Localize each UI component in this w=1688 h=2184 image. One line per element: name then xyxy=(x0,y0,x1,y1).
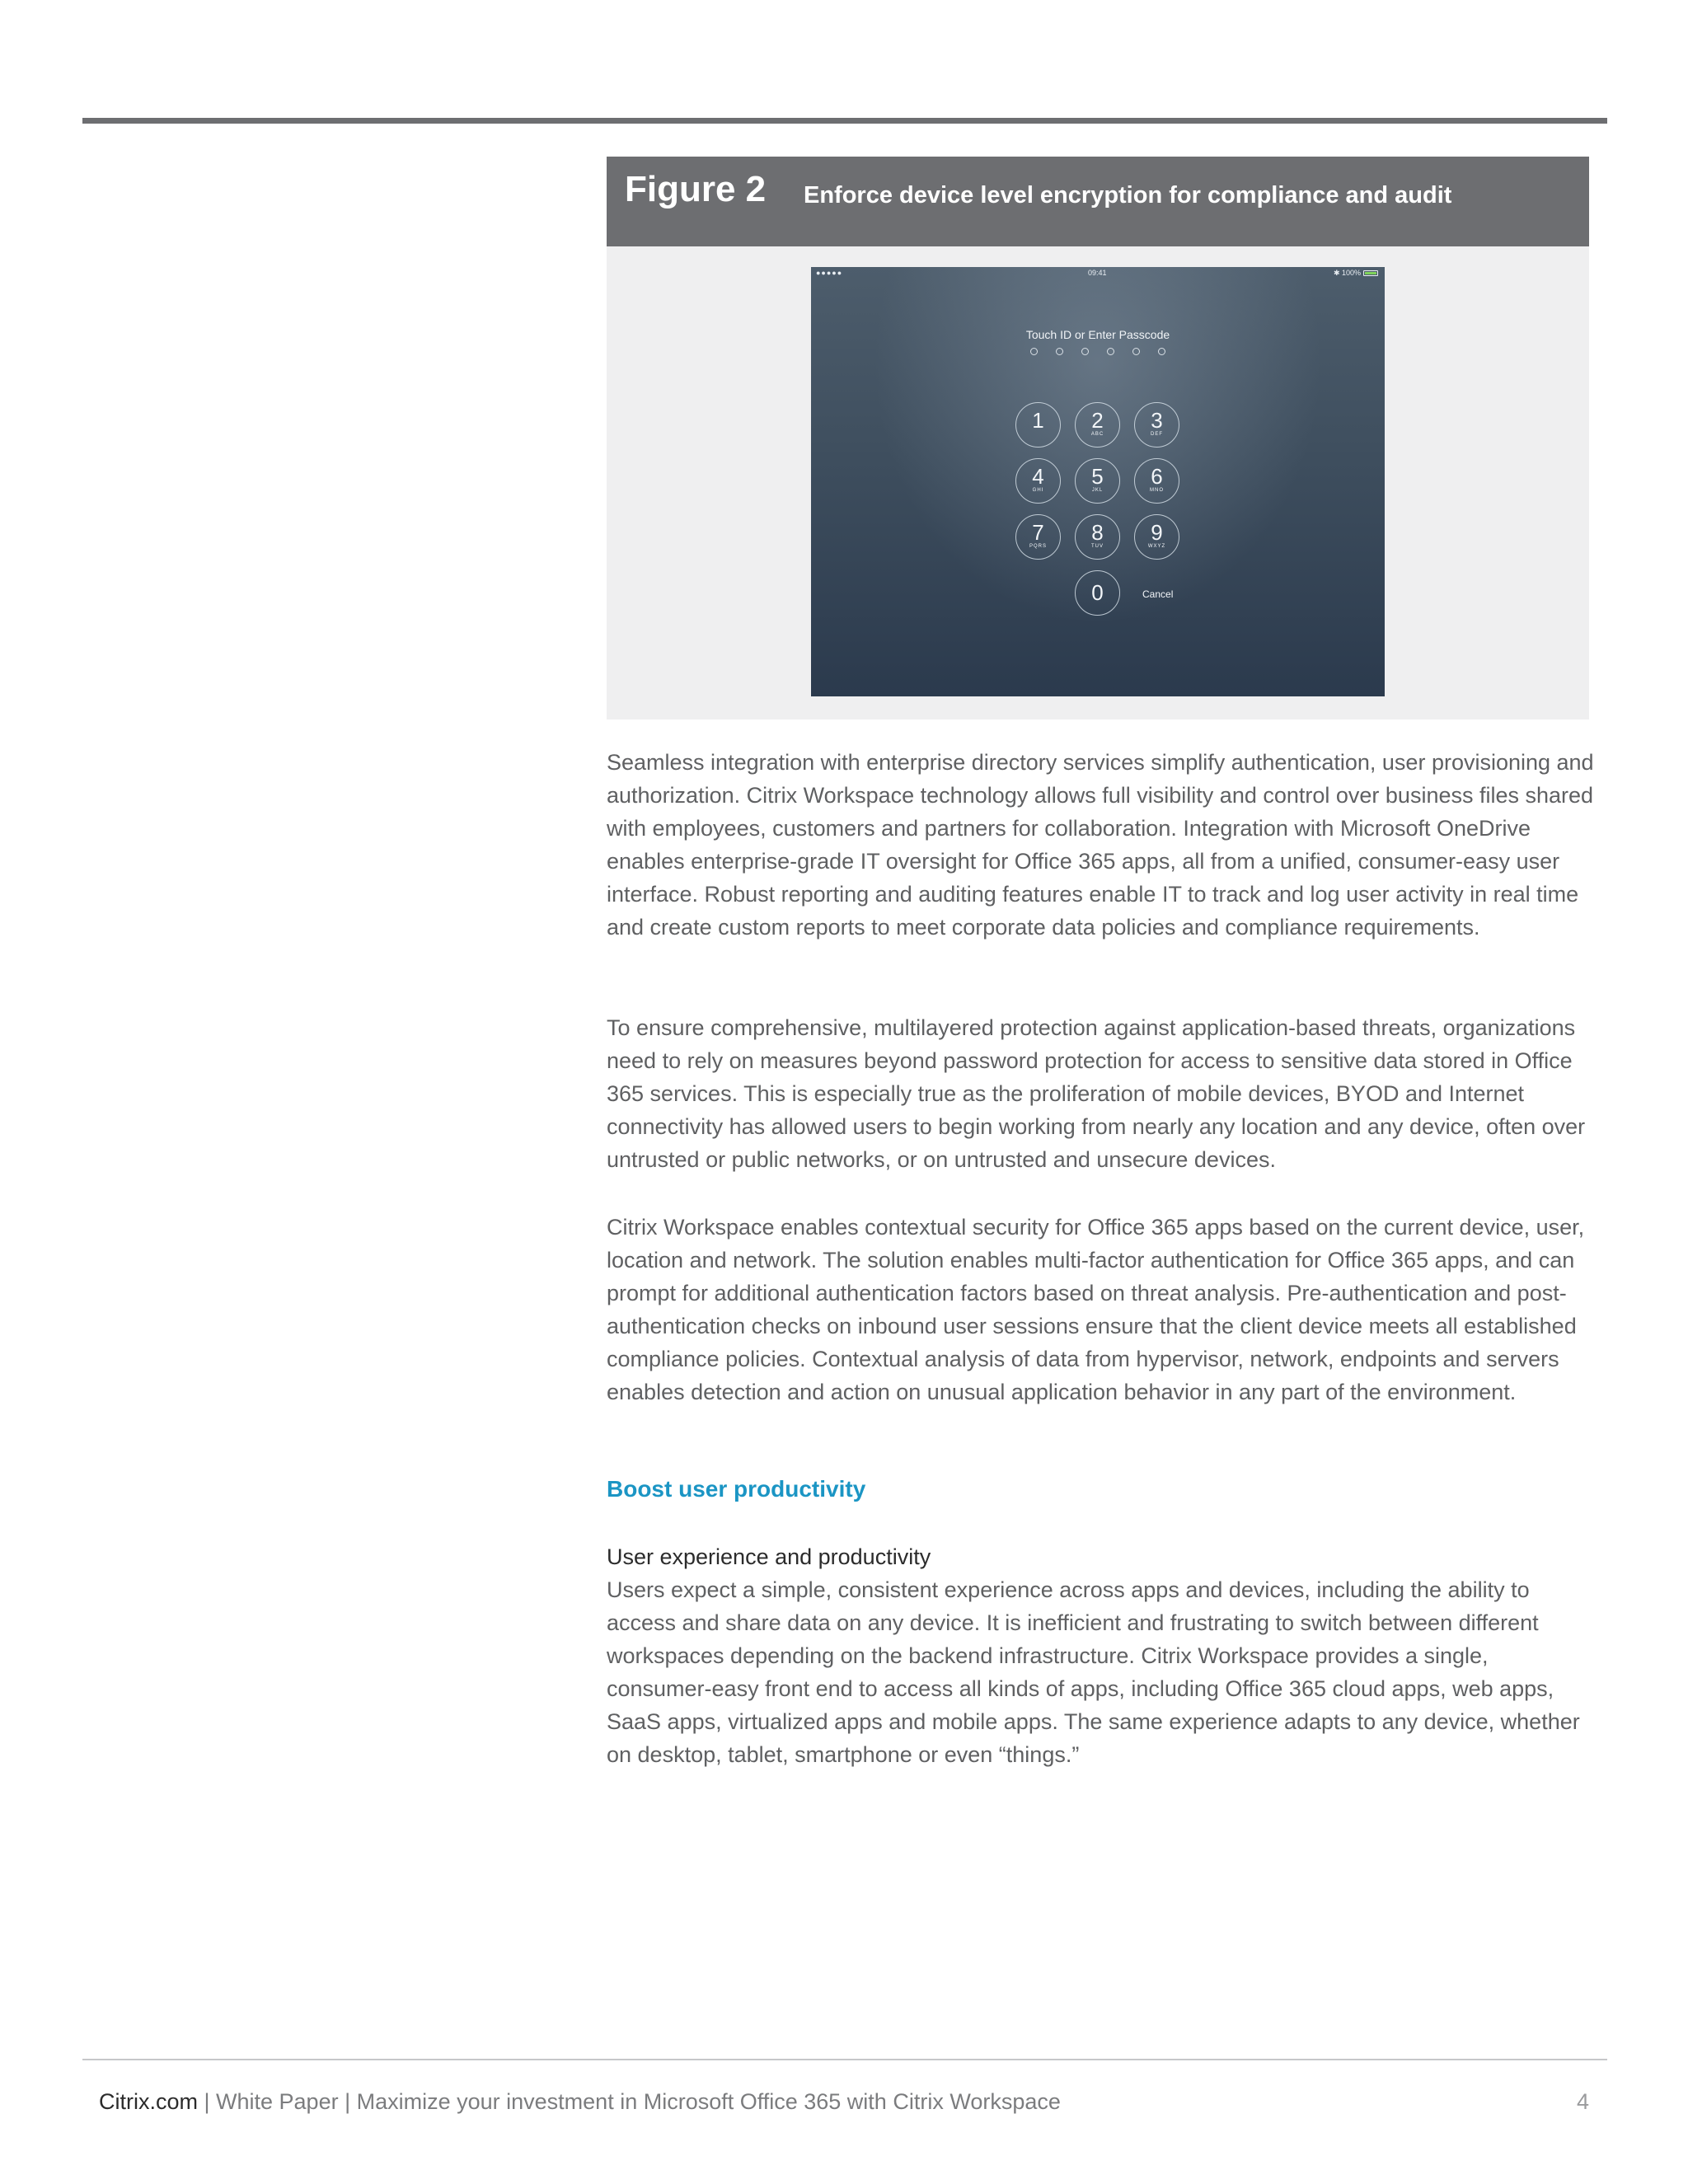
figure-2 xyxy=(607,157,1589,719)
passcode-dot xyxy=(1132,348,1140,355)
keypad-key-1[interactable] xyxy=(1015,402,1061,448)
keypad-key-2[interactable] xyxy=(1075,402,1120,448)
key-number: 8 xyxy=(1091,520,1104,545)
figure-header xyxy=(607,157,1589,246)
key-letters: GHI xyxy=(1032,488,1044,493)
footer-text: | White Paper | Maximize your investment in Microsoft Office 365 with Citrix Workspace xyxy=(198,2089,1061,2114)
key-letters: JKL xyxy=(1091,488,1104,493)
key-number: 0 xyxy=(1091,580,1104,605)
passcode-dot xyxy=(1056,348,1063,355)
passcode-dot xyxy=(1107,348,1114,355)
keypad-key-9[interactable] xyxy=(1134,514,1179,560)
passcode-prompt: Touch ID or Enter Passcode xyxy=(1025,328,1170,341)
key-letters: ABC xyxy=(1090,432,1104,437)
paragraph xyxy=(607,1011,1596,1176)
battery-indicator xyxy=(1334,269,1378,278)
keypad-key-8[interactable] xyxy=(1075,514,1120,560)
passcode-dots xyxy=(1030,348,1165,355)
keypad-key-6[interactable] xyxy=(1134,458,1179,504)
paragraph xyxy=(607,1573,1596,1771)
keypad-key-0[interactable] xyxy=(1075,570,1120,616)
battery-text: ✱ 100% xyxy=(1333,269,1361,277)
battery-fill xyxy=(1365,272,1376,274)
key-letters: MNO xyxy=(1150,488,1164,493)
status-bar xyxy=(811,267,1385,280)
paragraph xyxy=(607,1211,1596,1408)
figure-number: Figure 2 xyxy=(625,169,767,209)
key-letters: DEF xyxy=(1151,432,1163,437)
footer-site-link[interactable]: Citrix.com xyxy=(99,2089,198,2114)
passcode-screenshot xyxy=(811,267,1385,696)
paragraph-text: To ensure comprehensive, multilayered protection against application-based threats, organizations need to rely on measures beyond password protection for access to sensitive data stored in Office 365 services. This is especially true as the proliferation of mobile devices, BYOD and Internet connectivity has allowed users to begin working from nearly any location and any device, often over untrusted or public networks, or on untrusted and unsecure devices. xyxy=(607,1015,1586,1172)
key-number: 1 xyxy=(1032,408,1044,433)
top-divider xyxy=(82,118,1607,124)
key-number: 7 xyxy=(1032,520,1044,545)
paragraph-text: Seamless integration with enterprise directory services simplify authentication, user provisioning and authorization. Citrix Workspace technology allows full visibility and control over business files shared with employees, customers and partners for collaboration. Integration with Microsoft OneDrive enables enterprise-grade IT oversight for Office 365 apps, all from a unified, consumer-easy user interface. Robust reporting and auditing features enable IT to track and log user activity in real time and create custom reports to meet corporate data policies and compliance requirements. xyxy=(607,750,1594,940)
key-number: 4 xyxy=(1032,464,1044,489)
paragraph-text: Users expect a simple, consistent experience across apps and devices, including the ability to access and share data on any device. It is inefficient and frustrating to switch between different workspaces depending on the backend infrastructure. Citrix Workspace provides a single, consumer-easy front end to access all kinds of apps, including Office 365 cloud apps, web apps, SaaS apps, virtualized apps and mobile apps. The same experience adapts to any device, whether on desktop, tablet, smartphone or even “things.” xyxy=(607,1577,1580,1767)
subsection-heading: User experience and productivity xyxy=(607,1544,931,1569)
key-number: 5 xyxy=(1091,464,1104,489)
keypad-key-3[interactable] xyxy=(1134,402,1179,448)
battery-icon xyxy=(1363,270,1378,276)
cancel-button[interactable]: Cancel xyxy=(1142,588,1174,600)
passcode-dot xyxy=(1158,348,1165,355)
passcode-dot xyxy=(1030,348,1038,355)
keypad-key-5[interactable] xyxy=(1075,458,1120,504)
key-letters: TUV xyxy=(1091,544,1104,549)
key-number: 2 xyxy=(1091,408,1104,433)
footer-divider xyxy=(82,2059,1607,2060)
paragraph xyxy=(607,746,1596,944)
key-number: 9 xyxy=(1151,520,1163,545)
keypad-key-4[interactable] xyxy=(1015,458,1061,504)
key-number: 3 xyxy=(1151,408,1163,433)
keypad-key-7[interactable] xyxy=(1015,514,1061,560)
figure-title: Enforce device level encryption for compliance and audit xyxy=(804,182,1452,209)
footer xyxy=(99,2085,1061,2118)
page-number: 4 xyxy=(1576,2089,1589,2114)
key-letters: WXYZ xyxy=(1147,544,1166,549)
passcode-dot xyxy=(1081,348,1089,355)
key-number: 6 xyxy=(1151,464,1163,489)
signal-icon: ●●●●● xyxy=(816,269,843,277)
section-heading: Boost user productivity xyxy=(607,1476,866,1502)
status-time: 09:41 xyxy=(1088,269,1107,277)
key-letters: PQRS xyxy=(1029,544,1047,549)
paragraph-text: Citrix Workspace enables contextual security for Office 365 apps based on the current device, user, location and network. The solution enables multi-factor authentication for Office 365 apps, and can prompt for additional authentication factors based on threat analysis. Pre-authentication and post-authentication checks on inbound user sessions ensure that the client device meets all established compliance policies. Contextual analysis of data from hypervisor, network, endpoints and servers enables detection and action on unusual application behavior in any part of the environment. xyxy=(607,1215,1585,1404)
